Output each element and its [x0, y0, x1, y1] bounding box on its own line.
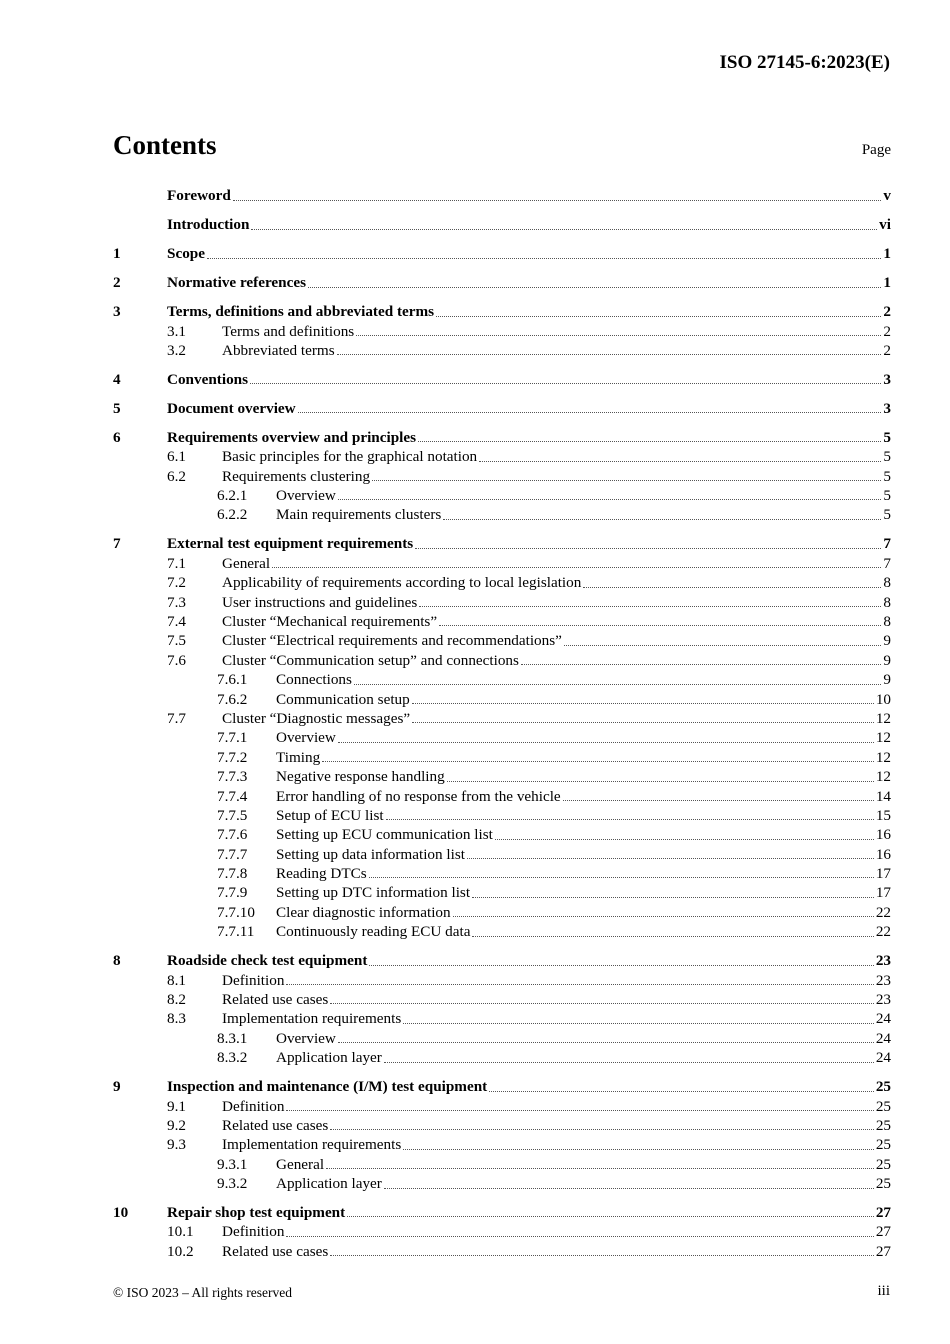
dot-leader: [472, 897, 874, 898]
toc-entry-label: Cluster “Mechanical requirements”: [222, 612, 438, 630]
dot-leader: [412, 703, 874, 704]
toc-entry-label: Terms, definitions and abbreviated terms: [167, 302, 435, 320]
toc-entry-label: Scope: [167, 244, 205, 262]
page-number: iii: [877, 1283, 890, 1299]
toc-entry-label: Implementation requirements: [222, 1136, 402, 1154]
toc-entry-page: 2: [883, 341, 891, 359]
toc-entry[interactable]: [113, 728, 891, 747]
toc-entry-label: Related use cases: [222, 1242, 329, 1260]
toc-entry-page: 25: [875, 1097, 891, 1115]
dot-leader: [347, 1216, 874, 1217]
toc-entry[interactable]: [113, 922, 891, 941]
dot-leader: [386, 819, 874, 820]
toc-entry[interactable]: [113, 825, 891, 844]
toc-entry-page: 22: [875, 903, 891, 921]
toc-entry-label: Overview: [276, 729, 336, 747]
toc-entry-label: Conventions: [167, 370, 249, 388]
dot-leader: [372, 480, 881, 481]
toc-entry-number: 9.3.2: [217, 1175, 248, 1193]
toc-entry-label: Timing: [276, 748, 321, 766]
toc-entry-page: 16: [875, 826, 891, 844]
dot-leader: [286, 1110, 873, 1111]
dot-leader: [403, 1149, 874, 1150]
toc-entry[interactable]: [113, 1135, 891, 1154]
toc-entry[interactable]: [113, 573, 891, 592]
toc-entry-label: Normative references: [167, 273, 307, 291]
toc-entry-label: Definition: [222, 1223, 285, 1241]
toc-entry[interactable]: [113, 971, 891, 990]
toc-entry-number: 9.2: [167, 1116, 186, 1134]
toc-entry-page: 23: [875, 952, 891, 970]
toc-entry-label: Communication setup: [276, 690, 410, 708]
toc-entry-number: 10: [113, 1203, 129, 1221]
toc-entry-number: 8.3: [167, 1010, 186, 1028]
toc-entry-number: 7.7.5: [217, 806, 248, 824]
dot-leader: [356, 335, 881, 336]
toc-entry-label: External test equipment requirements: [167, 535, 414, 553]
toc-entry-label: Continuously reading ECU data: [276, 923, 471, 941]
toc-entry-number: 4: [113, 370, 121, 388]
toc-entry-label: Cluster “Diagnostic messages”: [222, 709, 411, 727]
dot-leader: [308, 287, 881, 288]
toc-entry-page: 25: [875, 1136, 891, 1154]
dot-leader: [489, 1091, 874, 1092]
toc-entry-label: General: [276, 1155, 325, 1173]
toc-entry-number: 7.7.6: [217, 826, 248, 844]
toc-entry-number: 6.2: [167, 467, 186, 485]
toc-entry-page: v: [883, 187, 891, 204]
dot-leader: [467, 858, 874, 859]
toc-entry-label: Negative response handling: [276, 768, 445, 786]
dot-leader: [583, 587, 881, 588]
toc-entry-page: 12: [875, 709, 891, 727]
toc-entry-page: 7: [883, 554, 891, 572]
toc-entry-page: 23: [875, 991, 891, 1008]
dot-leader: [338, 499, 882, 500]
toc-entry[interactable]: [113, 486, 891, 505]
toc-entry[interactable]: [113, 1077, 891, 1097]
dot-leader: [384, 1062, 874, 1063]
page-title: Contents: [113, 130, 217, 160]
dot-leader: [286, 1236, 873, 1237]
dot-leader: [563, 800, 874, 801]
dot-leader: [330, 1255, 874, 1256]
dot-leader: [330, 1129, 874, 1130]
toc-entry-number: 8.2: [167, 991, 186, 1008]
toc-entry-number: 7.7.2: [217, 748, 248, 766]
toc-entry-number: 7.7.8: [217, 865, 248, 883]
toc-entry-label: Terms and definitions: [222, 322, 355, 340]
dot-leader: [521, 664, 881, 665]
toc-entry-label: Repair shop test equipment: [167, 1203, 346, 1221]
dot-leader: [453, 916, 874, 917]
toc-entry-number: 9.3: [167, 1136, 186, 1154]
toc-entry[interactable]: [113, 864, 891, 883]
toc-entry-number: 2: [113, 273, 121, 291]
toc-entry[interactable]: [113, 399, 891, 419]
toc-entry-page: 17: [875, 884, 891, 902]
toc-entry-page: 9: [883, 632, 891, 650]
toc-entry[interactable]: [113, 467, 891, 486]
toc-entry[interactable]: [113, 302, 891, 322]
toc-entry[interactable]: [113, 903, 891, 922]
toc-entry-number: 7.6.2: [217, 690, 248, 708]
toc-entry-label: General: [222, 554, 271, 572]
toc-entry-label: Applicability of requirements according to local legislation: [222, 574, 582, 592]
toc-entry-page: 22: [875, 923, 891, 941]
toc-entry[interactable]: [113, 593, 891, 612]
toc-entry[interactable]: [113, 322, 891, 341]
toc-entry-page: 8: [883, 574, 891, 592]
toc-entry-page: 2: [883, 322, 891, 340]
toc-entry-label: Setting up DTC information list: [276, 884, 471, 902]
toc-entry-page: 5: [883, 448, 891, 466]
toc-entry[interactable]: [113, 447, 891, 466]
toc-entry[interactable]: [113, 806, 891, 825]
toc-entry-label: Setting up ECU communication list: [276, 826, 493, 844]
toc-entry-label: Overview: [276, 487, 336, 505]
toc-entry-page: 10: [875, 690, 891, 708]
toc-entry-number: 7.2: [167, 574, 186, 592]
toc-entry[interactable]: [113, 244, 891, 264]
toc-entry-number: 7.7.7: [217, 845, 248, 863]
dot-leader: [412, 722, 874, 723]
dot-leader: [472, 936, 873, 937]
toc-entry-page: 27: [875, 1203, 891, 1221]
dot-leader: [403, 1023, 874, 1024]
page-column-label: Page: [861, 142, 891, 158]
toc-entry-number: 1: [113, 244, 121, 262]
toc-entry[interactable]: [113, 428, 891, 448]
toc-entry-page: 24: [875, 1029, 891, 1047]
document-id: ISO 27145-6:2023(E): [719, 52, 890, 73]
toc-entry-label: Implementation requirements: [222, 1010, 402, 1028]
toc-entry-page: 1: [883, 244, 891, 262]
toc-entry-number: 3.2: [167, 341, 186, 359]
toc-entry[interactable]: [113, 186, 891, 206]
toc-entry[interactable]: [113, 1174, 891, 1193]
dot-leader: [338, 742, 874, 743]
toc-entry-number: 7.1: [167, 554, 186, 572]
toc-entry-number: 8.3.1: [217, 1029, 248, 1047]
dot-leader: [369, 877, 874, 878]
toc-entry-label: Definition: [222, 971, 285, 989]
toc-entry-page: 27: [875, 1223, 891, 1241]
toc-entry-page: 5: [883, 487, 891, 505]
toc-entry-number: 5: [113, 399, 121, 417]
toc-entry-label: Abbreviated terms: [222, 341, 335, 359]
dot-leader: [337, 354, 882, 355]
toc-entry-label: Basic principles for the graphical notation: [222, 448, 478, 466]
toc-entry-page: 15: [875, 806, 891, 824]
toc-entry-label: Setup of ECU list: [276, 806, 384, 824]
toc-entry-page: 24: [875, 1010, 891, 1028]
toc-entry[interactable]: [113, 1009, 891, 1028]
toc-entry[interactable]: [113, 1029, 891, 1048]
toc-entry[interactable]: [113, 709, 891, 728]
dot-leader: [322, 761, 874, 762]
toc-entry[interactable]: [113, 554, 891, 573]
dot-leader: [233, 200, 882, 201]
toc-entry-number: 7.4: [167, 612, 186, 630]
toc-entry[interactable]: [113, 748, 891, 767]
toc-entry-number: 10.2: [167, 1242, 194, 1260]
toc-entry-page: 16: [875, 845, 891, 863]
toc-entry[interactable]: [113, 534, 891, 554]
toc-entry-label: Reading DTCs: [276, 865, 367, 883]
toc-entry[interactable]: [113, 370, 891, 390]
toc-entry-number: 9.3.1: [217, 1155, 248, 1173]
toc-entry-number: 9: [113, 1077, 121, 1095]
toc-entry-page: 8: [883, 612, 891, 630]
dot-leader: [207, 258, 881, 259]
dot-leader: [272, 567, 881, 568]
toc-entry-label: Definition: [222, 1097, 285, 1115]
toc-entry-number: 8.1: [167, 971, 186, 989]
toc-entry-number: 7: [113, 535, 121, 553]
dot-leader: [250, 383, 881, 384]
toc-entry-page: 12: [875, 729, 891, 747]
toc-entry-page: 27: [875, 1242, 891, 1260]
toc-entry-label: Overview: [276, 1029, 336, 1047]
toc-entry-label: Requirements clustering: [222, 467, 371, 485]
dot-leader: [419, 606, 881, 607]
toc-entry[interactable]: [113, 990, 891, 1009]
toc-entry[interactable]: [113, 505, 891, 524]
toc-entry-page: 9: [883, 651, 891, 669]
dot-leader: [286, 984, 873, 985]
toc-entry-page: 25: [875, 1116, 891, 1134]
dot-leader: [338, 1042, 874, 1043]
toc-entry-page: 2: [883, 302, 891, 320]
dot-leader: [326, 1168, 874, 1169]
toc-entry-page: vi: [879, 215, 891, 233]
toc-entry-page: 1: [883, 273, 891, 291]
toc-entry[interactable]: [113, 1116, 891, 1135]
toc-entry-label: Inspection and maintenance (I/M) test equipment: [167, 1077, 488, 1095]
toc-entry-label: Connections: [276, 671, 352, 689]
toc-entry-number: 8.3.2: [217, 1049, 248, 1067]
toc-entry-number: 6.2.2: [217, 506, 248, 524]
toc-entry[interactable]: [113, 1048, 891, 1067]
toc-entry-label: Main requirements clusters: [276, 506, 442, 524]
toc-entry-number: 10.1: [167, 1223, 194, 1241]
toc-entry[interactable]: [113, 767, 891, 786]
toc-entry-number: 7.6: [167, 651, 186, 669]
dot-leader: [418, 441, 881, 442]
toc-entry-page: 9: [883, 671, 891, 689]
dot-leader: [443, 519, 881, 520]
dot-leader: [436, 316, 881, 317]
toc-entry-page: 24: [875, 1049, 891, 1067]
toc-entry-number: 7.7: [167, 709, 186, 727]
toc-entry[interactable]: [113, 787, 891, 806]
toc-entry-label: Foreword: [167, 187, 231, 204]
toc-entry[interactable]: [113, 1222, 891, 1241]
toc-entry-number: 7.7.11: [217, 923, 255, 941]
dot-leader: [330, 1003, 874, 1004]
toc-entry-label: Clear diagnostic information: [276, 903, 451, 921]
toc-entry-page: 25: [875, 1155, 891, 1173]
toc-entry-label: Related use cases: [222, 991, 329, 1008]
dot-leader: [479, 461, 881, 462]
toc-entry-label: Setting up data information list: [276, 845, 465, 863]
toc-entry[interactable]: [113, 1242, 891, 1261]
toc-entry-label: Cluster “Communication setup” and connections: [222, 651, 519, 669]
toc-entry-number: 9.1: [167, 1097, 186, 1115]
toc-entry-page: 25: [875, 1175, 891, 1193]
toc-entry-number: 7.7.9: [217, 884, 248, 902]
toc-entry-page: 5: [883, 506, 891, 524]
toc-entry-page: 3: [883, 370, 891, 388]
toc-entry[interactable]: [113, 612, 891, 631]
toc-entry-page: 5: [883, 467, 891, 485]
toc-entry-page: 23: [875, 971, 891, 989]
toc-entry[interactable]: [113, 341, 891, 360]
toc-entry-label: Introduction: [167, 215, 250, 233]
dot-leader: [564, 645, 882, 646]
toc-entry-page: 5: [883, 428, 891, 446]
toc-entry-page: 14: [875, 787, 891, 805]
toc-entry[interactable]: [113, 951, 891, 971]
toc-entry-page: 8: [883, 593, 891, 611]
copyright-notice: © ISO 2023 – All rights reserved: [113, 1285, 292, 1300]
toc-entry-label: Cluster “Electrical requirements and recommendations”: [222, 632, 562, 650]
dot-leader: [495, 839, 874, 840]
toc-entry[interactable]: [113, 1203, 891, 1223]
toc-entry-page: 12: [875, 768, 891, 786]
toc-entry-number: 7.5: [167, 632, 186, 650]
toc-entry-label: Application layer: [276, 1049, 382, 1067]
toc-entry-number: 7.7.10: [217, 903, 255, 921]
dot-leader: [369, 965, 873, 966]
dot-leader: [415, 548, 881, 549]
toc-entry-number: 8: [113, 952, 121, 970]
toc-entry-page: 12: [875, 748, 891, 766]
dot-leader: [298, 412, 882, 413]
toc-entry[interactable]: [113, 883, 891, 902]
toc-entry-page: 3: [883, 399, 891, 417]
toc-entry-label: Document overview: [167, 399, 296, 417]
toc-entry-label: Roadside check test equipment: [167, 952, 368, 970]
toc-entry-label: Application layer: [276, 1175, 382, 1193]
toc-entry-number: 7.7.3: [217, 768, 248, 786]
toc-entry[interactable]: [113, 690, 891, 709]
toc-entry[interactable]: [113, 1097, 891, 1116]
toc-entry-number: 6: [113, 428, 121, 446]
dot-leader: [447, 781, 874, 782]
toc-entry-number: 3: [113, 302, 121, 320]
toc-entry[interactable]: [113, 215, 891, 235]
toc-entry-page: 7: [883, 535, 891, 553]
table-of-contents: [113, 186, 891, 1261]
toc-entry-number: 7.6.1: [217, 671, 248, 689]
dot-leader: [251, 229, 877, 230]
toc-entry-page: 25: [875, 1077, 891, 1095]
toc-entry-label: Error handling of no response from the vehicle: [276, 787, 561, 805]
dot-leader: [384, 1188, 874, 1189]
toc-entry-page: 17: [875, 865, 891, 883]
toc-entry-label: User instructions and guidelines: [222, 593, 418, 611]
toc-entry-label: Related use cases: [222, 1116, 329, 1134]
toc-entry-number: 7.7.4: [217, 787, 248, 805]
toc-entry[interactable]: [113, 1155, 891, 1174]
toc-entry[interactable]: [113, 631, 891, 650]
toc-entry[interactable]: [113, 651, 891, 670]
toc-entry-number: 6.2.1: [217, 487, 248, 505]
toc-entry[interactable]: [113, 273, 891, 293]
toc-entry[interactable]: [113, 845, 891, 864]
toc-entry-number: 7.3: [167, 593, 186, 611]
toc-entry-number: 3.1: [167, 322, 186, 340]
toc-entry-number: 6.1: [167, 448, 186, 466]
dot-leader: [354, 684, 881, 685]
toc-entry-label: Requirements overview and principles: [167, 428, 417, 446]
toc-entry-number: 7.7.1: [217, 729, 248, 747]
toc-entry[interactable]: [113, 670, 891, 689]
dot-leader: [439, 625, 881, 626]
